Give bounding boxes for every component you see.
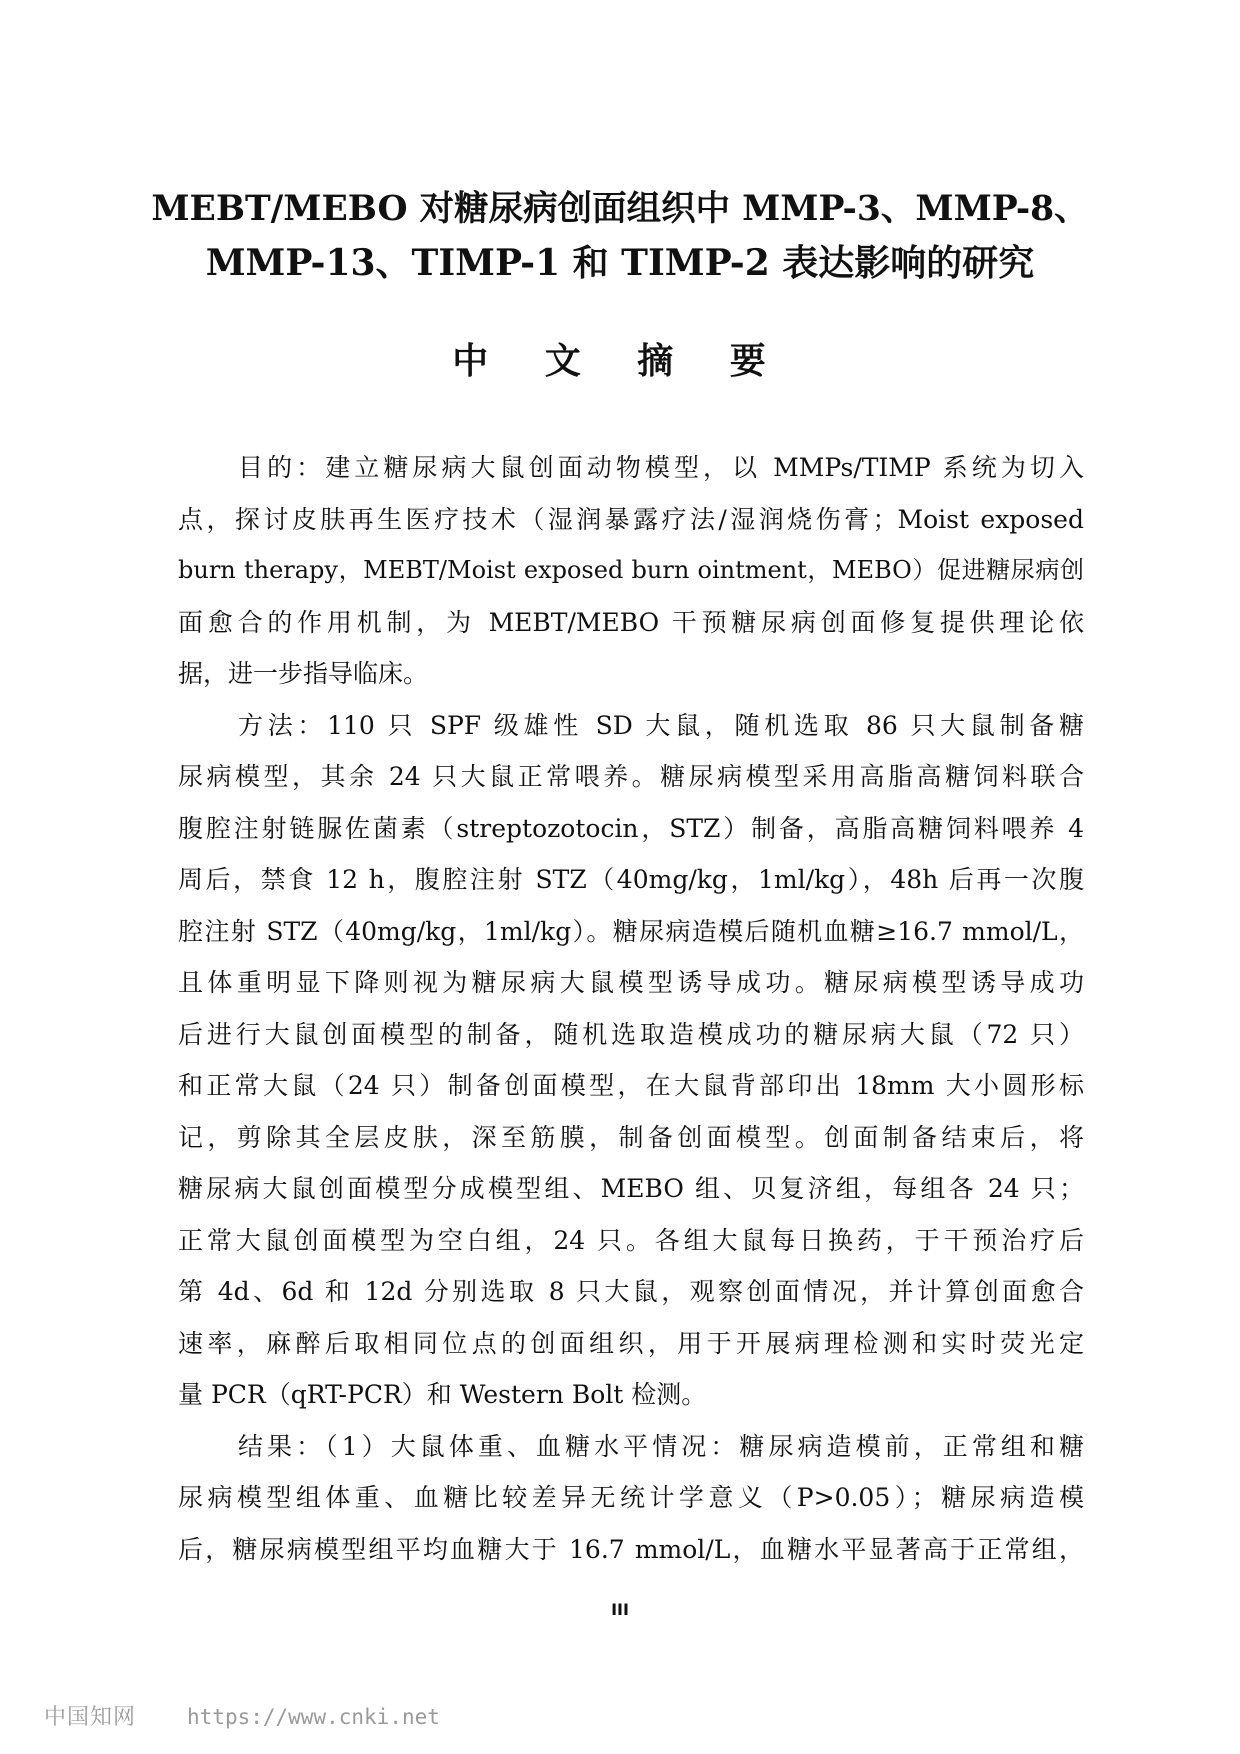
paragraph-method-line: 正常大鼠创面模型为空白组，24 只。各组大鼠每日换药，于干预治疗后 bbox=[178, 1225, 1084, 1255]
paragraph-purpose-line: 面愈合的作用机制，为 MEBT/MEBO 干预糖尿病创面修复提供理论依 bbox=[178, 607, 1084, 637]
paragraph-result-line: 结果：（1）大鼠体重、血糖水平情况：糖尿病造模前，正常组和糖 bbox=[238, 1431, 1084, 1461]
paragraph-method-line: 尿病模型，其余 24 只大鼠正常喂养。糖尿病模型采用高脂高糖饲料联合 bbox=[178, 762, 1084, 791]
paragraph-method-line: 且体重明显下降则视为糖尿病大鼠模型诱导成功。糖尿病模型诱导成功 bbox=[178, 968, 1084, 997]
paragraph-method-line: 量 PCR（qRT-PCR）和 Western Bolt 检测。 bbox=[178, 1380, 707, 1409]
abstract-body bbox=[178, 442, 1084, 1575]
paragraph-method-line: 糖尿病大鼠创面模型分成模型组、MEBO 组、贝复济组，每组各 24 只； bbox=[178, 1174, 1084, 1203]
watermark-url: https://www.cnki.net bbox=[187, 1705, 440, 1729]
paragraph-method-line: 腔注射 STZ（40mg/kg，1ml/kg）。糖尿病造模后随机血糖≥16.7 mmol/L， bbox=[178, 916, 1084, 946]
paragraph-method-line: 速率，麻醉后取相同位点的创面组织，用于开展病理检测和实时荧光定 bbox=[178, 1328, 1084, 1358]
paragraph-method-line: 和正常大鼠（24 只）制备创面模型，在大鼠背部印出 18mm 大小圆形标 bbox=[178, 1071, 1084, 1100]
document-title bbox=[150, 182, 1090, 290]
paragraph-method-line: 记，剪除其全层皮肤，深至筋膜，制备创面模型。创面制备结束后，将 bbox=[178, 1122, 1084, 1152]
abstract-heading: 中 文 摘 要 bbox=[452, 340, 788, 382]
paragraph-method-line: 腹腔注射链脲佐菌素（streptozotocin，STZ）制备，高脂高糖饲料喂养 4 bbox=[178, 813, 1084, 843]
paragraph-purpose-line: 目的：建立糖尿病大鼠创面动物模型，以 MMPs/TIMP 系统为切入 bbox=[238, 453, 1084, 482]
paragraph-method-line: 后进行大鼠创面模型的制备，随机选取造模成功的糖尿病大鼠（72 只） bbox=[178, 1019, 1084, 1049]
paragraph-method-line: 周后，禁食 12 h，腹腔注射 STZ（40mg/kg，1ml/kg），48h 后再一次腹 bbox=[178, 865, 1084, 894]
paragraph-result-line: 尿病模型组体重、血糖比较差异无统计学意义（P>0.05）；糖尿病造模 bbox=[178, 1483, 1084, 1512]
watermark-site-name: 中国知网 bbox=[44, 1705, 137, 1730]
page-number: III bbox=[611, 1600, 629, 1619]
paragraph-result-line: 后，糖尿病模型组平均血糖大于 16.7 mmol/L，血糖水平显著高于正常组， bbox=[178, 1534, 1084, 1564]
paragraph-method-line: 第 4d、6d 和 12d 分别选取 8 只大鼠，观察创面情况，并计算创面愈合 bbox=[178, 1277, 1084, 1306]
paragraph-purpose-line: burn therapy，MEBT/Moist exposed burn ointment，MEBO）促进糖尿病创 bbox=[178, 556, 1084, 584]
cnki-watermark bbox=[44, 1700, 440, 1731]
paragraph-purpose-line: 据，进一步指导临床。 bbox=[178, 659, 429, 688]
title-line-1: MEBT/MEBO 对糖尿病创面组织中 MMP-3、MMP-8、 bbox=[151, 189, 1089, 229]
paragraph-method-line: 方法：110 只 SPF 级雄性 SD 大鼠，随机选取 86 只大鼠制备糖 bbox=[238, 710, 1084, 740]
paragraph-purpose-line: 点，探讨皮肤再生医疗技术（湿润暴露疗法/湿润烧伤膏；Moist exposed bbox=[178, 504, 1084, 534]
title-line-2: MMP-13、TIMP-1 和 TIMP-2 表达影响的研究 bbox=[205, 242, 1035, 284]
